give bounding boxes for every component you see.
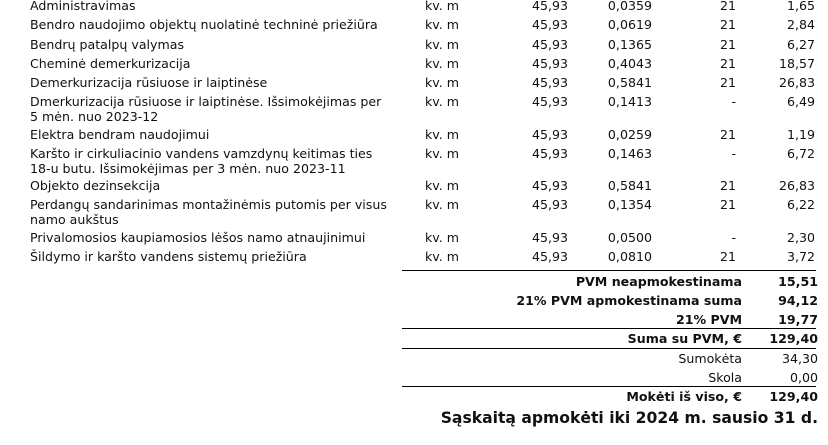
item-sum: 2,84 bbox=[786, 17, 815, 32]
item-sum: 3,72 bbox=[786, 249, 815, 264]
item-rate: 0,1354 bbox=[607, 197, 652, 212]
item-sum: 1,65 bbox=[786, 0, 815, 13]
item-quantity: 45,93 bbox=[531, 230, 568, 245]
summary-row-amount-due bbox=[0, 387, 828, 407]
item-vat: 21 bbox=[719, 17, 736, 32]
item-quantity: 45,93 bbox=[531, 0, 568, 13]
item-rate: 0,0500 bbox=[607, 230, 652, 245]
item-sum: 18,57 bbox=[778, 56, 815, 71]
item-name: Cheminė demerkurizacija bbox=[30, 56, 191, 71]
summary-label: 21% PVM apmokestinama suma bbox=[516, 293, 742, 308]
item-name: Bendrų patalpų valymas bbox=[30, 37, 185, 52]
item-sum: 6,27 bbox=[786, 37, 815, 52]
item-name: Elektra bendram naudojimui bbox=[30, 127, 210, 142]
item-unit: kv. m bbox=[425, 127, 460, 142]
item-vat: - bbox=[731, 230, 736, 245]
item-quantity: 45,93 bbox=[531, 75, 568, 90]
summary-value: 15,51 bbox=[778, 274, 818, 289]
summary-value: 0,00 bbox=[789, 370, 818, 385]
item-unit: kv. m bbox=[425, 75, 460, 90]
item-sum: 2,30 bbox=[786, 230, 815, 245]
summary-row-debt bbox=[0, 368, 828, 388]
item-quantity: 45,93 bbox=[531, 127, 568, 142]
item-unit: kv. m bbox=[425, 0, 460, 13]
summary-top-rule bbox=[402, 270, 816, 271]
item-rate: 0,1365 bbox=[607, 37, 652, 52]
item-name: Objekto dezinsekcija bbox=[30, 178, 161, 193]
item-rate: 0,5841 bbox=[607, 178, 652, 193]
item-rate: 0,1413 bbox=[607, 94, 652, 109]
summary-value: 19,77 bbox=[778, 312, 818, 327]
summary-row-vat-taxable bbox=[0, 291, 828, 311]
item-rate: 0,0359 bbox=[607, 0, 652, 13]
item-sum: 26,83 bbox=[778, 178, 815, 193]
summary-value: 34,30 bbox=[781, 351, 818, 366]
summary-label: Skola bbox=[708, 370, 742, 385]
item-quantity: 45,93 bbox=[531, 37, 568, 52]
item-rate: 0,4043 bbox=[607, 56, 652, 71]
item-unit: kv. m bbox=[425, 146, 460, 161]
item-unit: kv. m bbox=[425, 178, 460, 193]
item-unit: kv. m bbox=[425, 249, 460, 264]
item-vat: 21 bbox=[719, 197, 736, 212]
summary-label: Sumokėta bbox=[678, 351, 742, 366]
summary-value: 129,40 bbox=[769, 331, 818, 346]
item-name: Demerkurizacija rūsiuose ir laiptinėse bbox=[30, 75, 268, 90]
item-quantity: 45,93 bbox=[531, 249, 568, 264]
item-quantity: 45,93 bbox=[531, 146, 568, 161]
item-vat: - bbox=[731, 146, 736, 161]
item-vat: 21 bbox=[719, 249, 736, 264]
item-unit: kv. m bbox=[425, 37, 460, 52]
item-vat: 21 bbox=[719, 178, 736, 193]
item-name: Dmerkurizacija rūsiuose ir laiptinėse. Išsimokėjimas per 5 mėn. nuo 2023-12 bbox=[30, 94, 382, 124]
item-rate: 0,5841 bbox=[607, 75, 652, 90]
item-vat: - bbox=[731, 94, 736, 109]
item-quantity: 45,93 bbox=[531, 178, 568, 193]
item-vat: 21 bbox=[719, 56, 736, 71]
item-name: Perdangų sandarinimas montažinėmis putomis per visus namo aukštus bbox=[30, 197, 387, 227]
summary-label: Suma su PVM, € bbox=[627, 331, 742, 346]
summary-row-paid bbox=[0, 349, 828, 369]
item-rate: 0,0619 bbox=[607, 17, 652, 32]
item-sum: 6,72 bbox=[786, 146, 815, 161]
item-unit: kv. m bbox=[425, 94, 460, 109]
item-unit: kv. m bbox=[425, 230, 460, 245]
summary-label: 21% PVM bbox=[675, 312, 742, 327]
item-quantity: 45,93 bbox=[531, 17, 568, 32]
item-sum: 1,19 bbox=[786, 127, 815, 142]
item-name: Šildymo ir karšto vandens sistemų priežiūra bbox=[30, 249, 307, 264]
item-unit: kv. m bbox=[425, 17, 460, 32]
item-vat: 21 bbox=[719, 0, 736, 13]
item-name: Administravimas bbox=[30, 0, 136, 13]
item-sum: 6,22 bbox=[786, 197, 815, 212]
item-rate: 0,0810 bbox=[607, 249, 652, 264]
summary-row-vat bbox=[0, 310, 828, 330]
item-rate: 0,1463 bbox=[607, 146, 652, 161]
item-sum: 6,49 bbox=[786, 94, 815, 109]
item-unit: kv. m bbox=[425, 56, 460, 71]
item-quantity: 45,93 bbox=[531, 56, 568, 71]
payment-due-note: Sąskaitą apmokėti iki 2024 m. sausio 31 d. bbox=[440, 409, 818, 427]
item-sum: 26,83 bbox=[778, 75, 815, 90]
summary-value: 94,12 bbox=[778, 293, 818, 308]
summary-row-total-with-vat bbox=[0, 329, 828, 349]
item-name: Bendro naudojimo objektų nuolatinė techninė priežiūra bbox=[30, 17, 378, 32]
item-quantity: 45,93 bbox=[531, 197, 568, 212]
summary-row-vat-exempt bbox=[0, 272, 828, 292]
item-vat: 21 bbox=[719, 37, 736, 52]
item-vat: 21 bbox=[719, 75, 736, 90]
item-name: Privalomosios kaupiamosios lėšos namo atnaujinimui bbox=[30, 230, 366, 245]
item-name: Karšto ir cirkuliacinio vandens vamzdynų keitimas ties 18-u butu. Išsimokėjimas per 3 mėn. nuo 2023-11 bbox=[30, 146, 373, 176]
item-quantity: 45,93 bbox=[531, 94, 568, 109]
item-unit: kv. m bbox=[425, 197, 460, 212]
summary-label: Mokėti iš viso, € bbox=[626, 389, 742, 404]
summary-value: 129,40 bbox=[769, 389, 818, 404]
item-rate: 0,0259 bbox=[607, 127, 652, 142]
item-vat: 21 bbox=[719, 127, 736, 142]
summary-label: PVM neapmokestinama bbox=[575, 274, 742, 289]
